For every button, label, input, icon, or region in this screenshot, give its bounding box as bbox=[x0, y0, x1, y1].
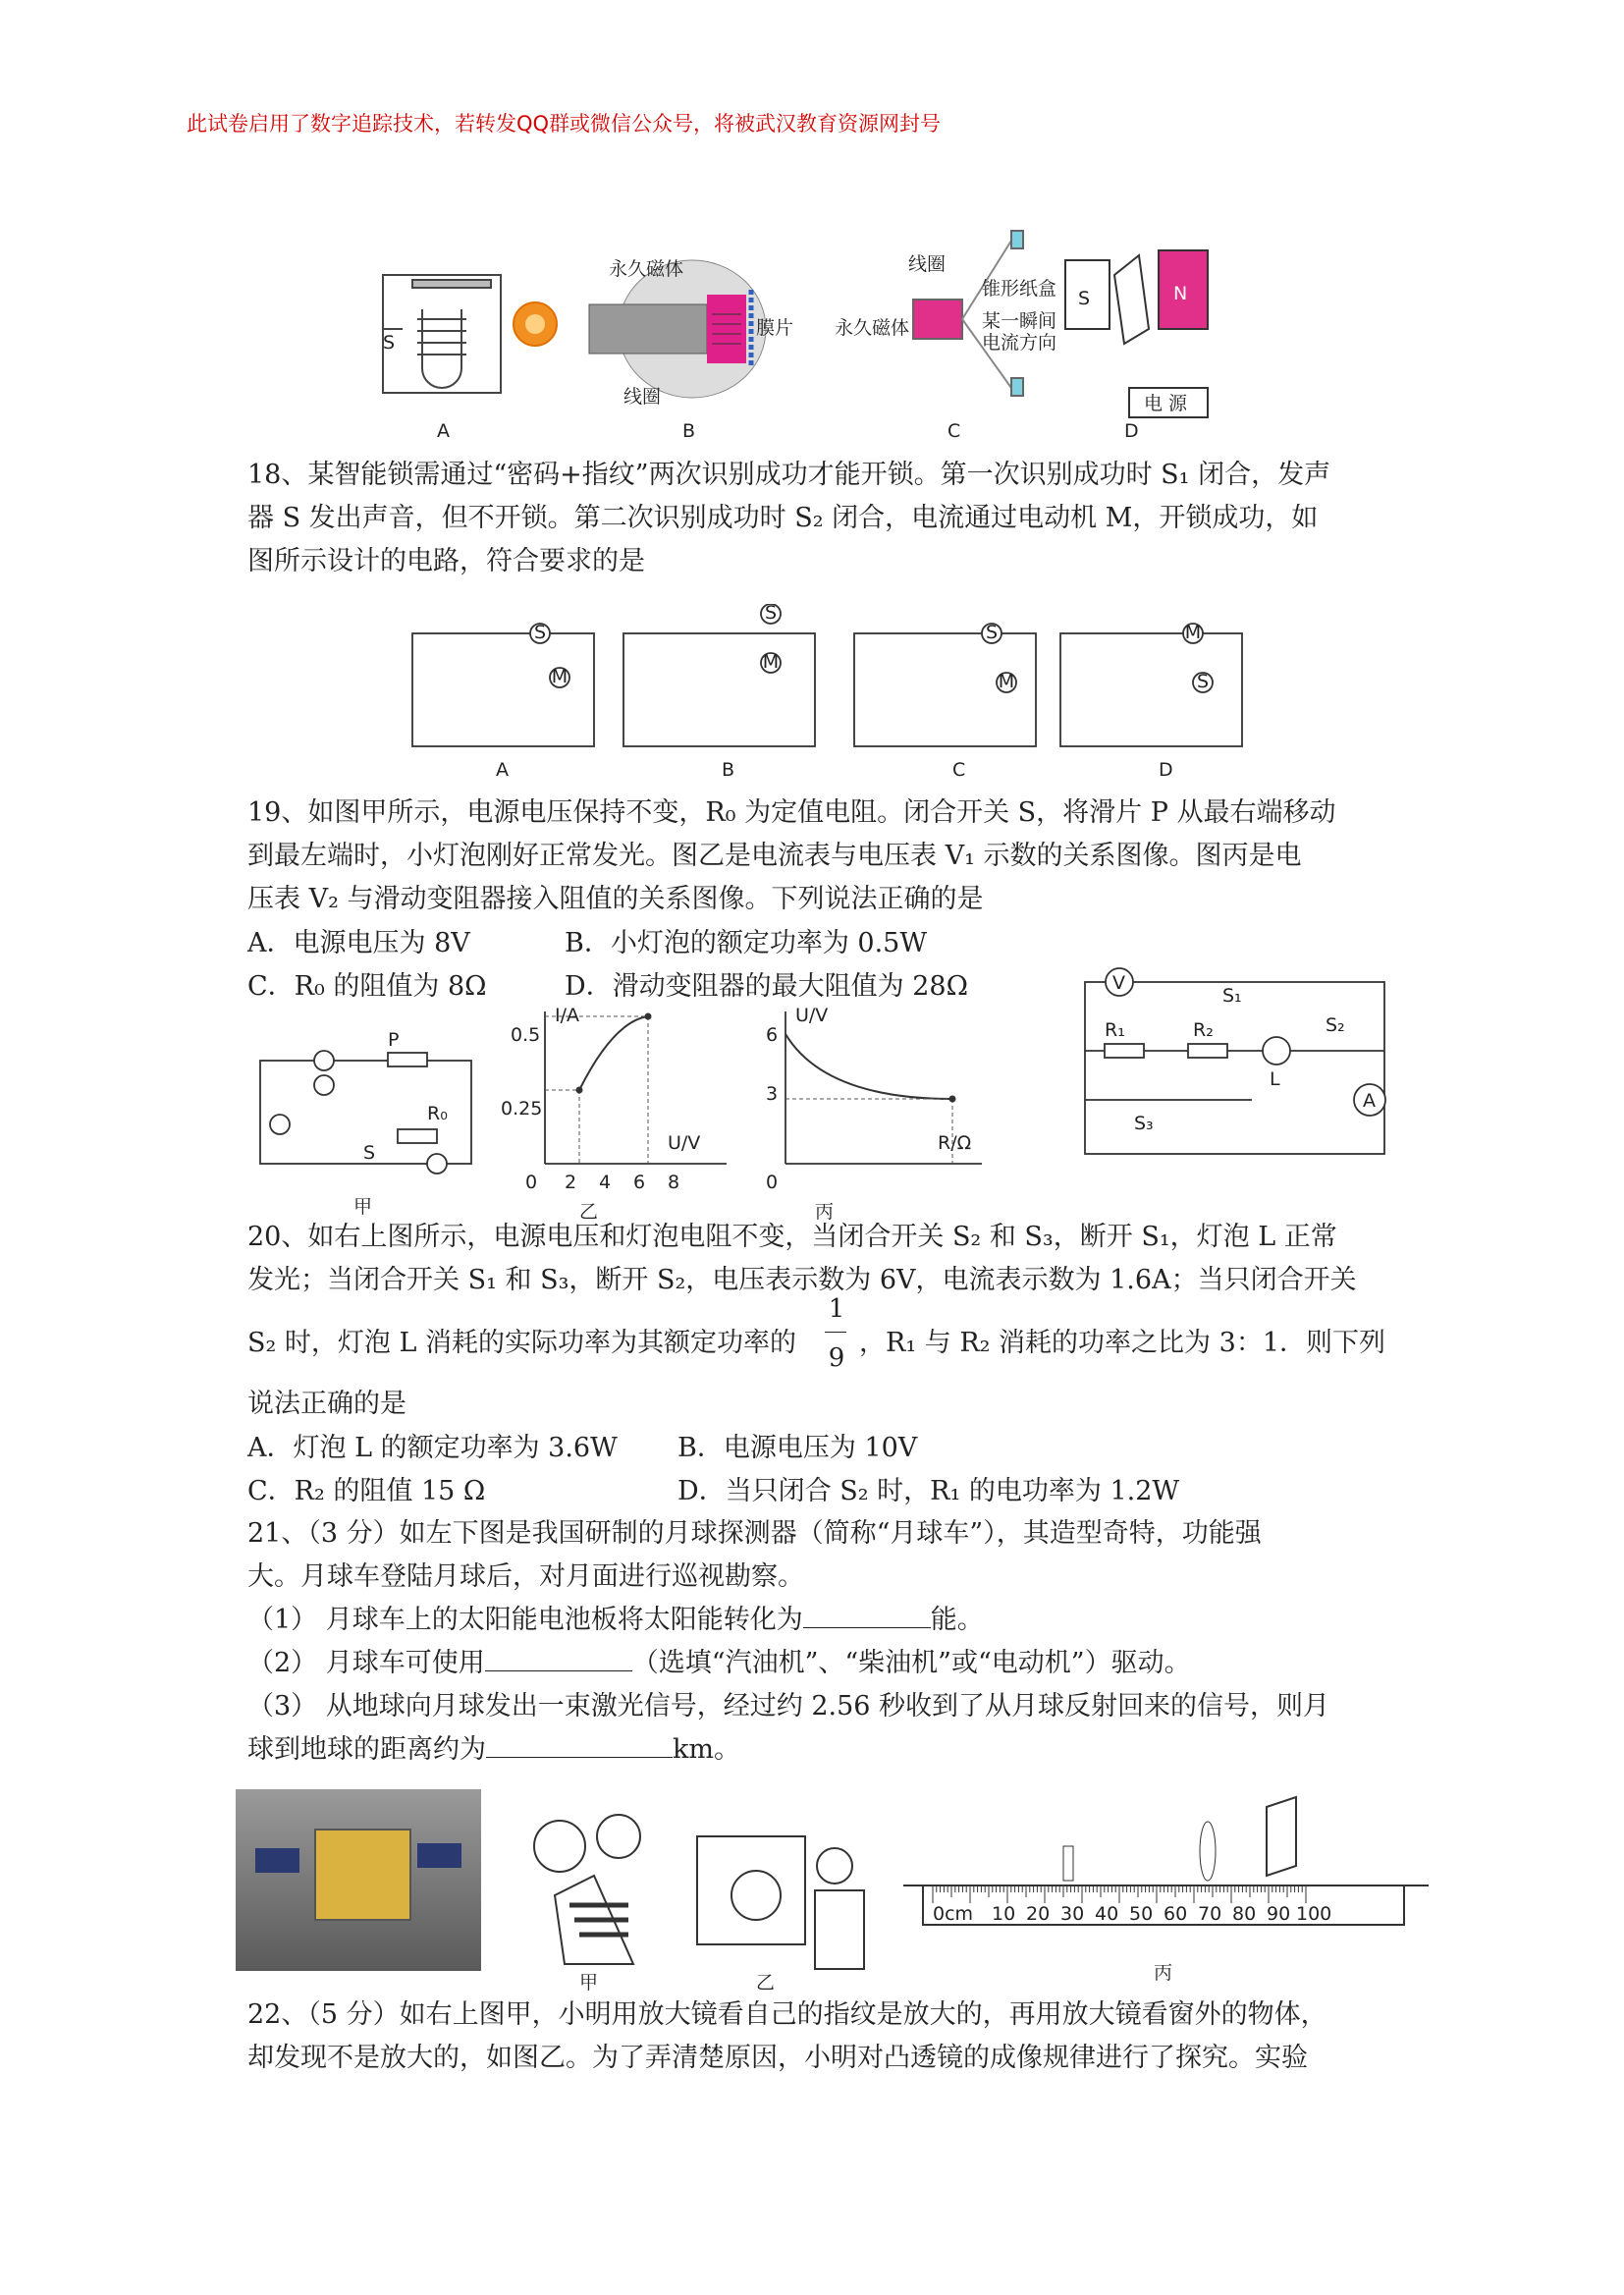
q19-caption-yi: 乙 bbox=[579, 1201, 599, 1223]
q18-line1: 18、某智能锁需通过“密码+指纹”两次识别成功才能开锁。第一次识别成功时 S₁ 闭合，发声 bbox=[247, 460, 1331, 490]
yi-xtick-6: 6 bbox=[633, 1172, 646, 1193]
q22-line2: 却发现不是放大的，如图乙。为了弄清楚原因，小明对凸透镜的成像规律进行了探究。实验 bbox=[247, 2043, 1308, 2073]
yi-point-1 bbox=[645, 1013, 652, 1020]
svg-text:0cm: 0cm bbox=[933, 1903, 974, 1925]
svg-text:S₃: S₃ bbox=[1134, 1113, 1154, 1134]
bing-origin: 0 bbox=[766, 1172, 779, 1193]
yi-origin: 0 bbox=[525, 1172, 538, 1193]
yi-ytick-05: 0.5 bbox=[511, 1024, 541, 1046]
q21-sub1: （1） 月球车上的太阳能电池板将太阳能转化为 能。 bbox=[247, 1605, 984, 1635]
svg-text:R₂: R₂ bbox=[1193, 1019, 1214, 1041]
svg-text:100: 100 bbox=[1296, 1903, 1332, 1925]
q20-frac-bar bbox=[825, 1332, 846, 1333]
svg-text:20: 20 bbox=[1026, 1903, 1051, 1925]
q20-option-a: A．灯泡 L 的额定功率为 3.6W bbox=[247, 1433, 618, 1463]
q19-option-a: A．电源电压为 8V bbox=[247, 928, 470, 958]
svg-text:30: 30 bbox=[1060, 1903, 1085, 1925]
fig17-a-s-label: S bbox=[383, 332, 396, 354]
fig17-d-n-pole: N bbox=[1173, 283, 1188, 304]
yi-point-0 bbox=[576, 1087, 583, 1094]
fig22-yi-window bbox=[677, 1797, 874, 1994]
yi-xtick-4: 4 bbox=[599, 1172, 612, 1193]
svg-text:R₁: R₁ bbox=[1105, 1019, 1125, 1041]
q19-caption-jia: 甲 bbox=[353, 1196, 373, 1218]
fig17-d-power-label: 电 源 bbox=[1144, 393, 1188, 414]
q18-circuits bbox=[403, 604, 1247, 781]
fig22-jia-magnifier bbox=[511, 1797, 668, 1994]
q21-blank-2[interactable] bbox=[485, 1670, 632, 1671]
bing-curve bbox=[785, 1034, 952, 1099]
q21-line2: 大。月球车登陆月球后，对月面进行巡视勘察。 bbox=[247, 1561, 804, 1592]
q19-option-b: B．小灯泡的额定功率为 0.5W bbox=[565, 928, 928, 958]
svg-text:80: 80 bbox=[1232, 1903, 1257, 1925]
fig17-b-membrane-label: 膜片 bbox=[756, 317, 794, 339]
svg-text:L: L bbox=[1270, 1068, 1280, 1090]
yi-curve bbox=[579, 1016, 648, 1090]
svg-text:M: M bbox=[998, 671, 1015, 692]
svg-text:S: S bbox=[764, 604, 778, 624]
svg-text:M: M bbox=[1184, 622, 1202, 643]
bing-xlabel: R/Ω bbox=[938, 1132, 972, 1154]
q20-frac-num: 1 bbox=[828, 1294, 845, 1324]
svg-text:M: M bbox=[551, 666, 568, 687]
fig17-d-s-pole: S bbox=[1078, 288, 1091, 309]
fig17-caption-d: D bbox=[1124, 420, 1139, 442]
q20-line1: 20、如右上图所示，电源电压和灯泡电阻不变，当闭合开关 S₂ 和 S₃，断开 S₁，灯泡 L 正常 bbox=[247, 1222, 1337, 1252]
fig17-a-electromagnet bbox=[383, 275, 557, 393]
q19-line2: 到最左端时，小灯泡刚好正常发光。图乙是电流表与电压表 V₁ 示数的关系图像。图丙是电 bbox=[247, 841, 1302, 871]
yi-xtick-2: 2 bbox=[565, 1172, 577, 1193]
fig22-caption-bing: 丙 bbox=[1154, 1962, 1173, 1984]
fig17-b-coil-label: 线圈 bbox=[623, 386, 662, 408]
q18-line3: 图所示设计的电路，符合要求的是 bbox=[247, 546, 645, 576]
bing-ytick-6: 6 bbox=[766, 1024, 779, 1046]
q21-sub2: （2） 月球车可使用 （选填“汽油机”、“柴油机”或“电动机”）驱动。 bbox=[247, 1648, 1191, 1678]
fig17-caption-b: B bbox=[682, 420, 696, 442]
q18-caption-a: A bbox=[496, 759, 509, 781]
svg-text:S: S bbox=[363, 1142, 376, 1164]
q20-line3b: ，R₁ 与 R₂ 消耗的功率之比为 3：1．则下列 bbox=[859, 1328, 1385, 1358]
q19-option-d: D．滑动变阻器的最大阻值为 28Ω bbox=[565, 971, 968, 1002]
fig17-c-cone-label: 锥形纸盒 bbox=[982, 278, 1057, 300]
q21-sub3a: （3） 从地球向月球发出一束激光信号，经过约 2.56 秒收到了从月球反射回来的信号，则月 bbox=[247, 1691, 1330, 1721]
fig22-caption-jia: 甲 bbox=[579, 1972, 599, 1994]
lunar-rover-photo bbox=[236, 1789, 481, 1971]
q18-caption-b: B bbox=[722, 759, 735, 781]
fig17-b-microphone bbox=[589, 260, 766, 398]
q20-frac-den: 9 bbox=[828, 1343, 845, 1373]
q19-option-c: C．R₀ 的阻值为 8Ω bbox=[247, 971, 487, 1002]
svg-text:10: 10 bbox=[992, 1903, 1016, 1925]
q19-line3: 压表 V₂ 与滑动变阻器接入阻值的关系图像。下列说法正确的是 bbox=[247, 884, 984, 914]
fig17-c-current2-label: 电流方向 bbox=[982, 332, 1057, 354]
q19-caption-bing: 丙 bbox=[815, 1201, 835, 1223]
bing-ylabel: U/V bbox=[795, 1005, 829, 1026]
yi-ylabel: I/A bbox=[555, 1005, 580, 1026]
fig17-c-coil-label: 线圈 bbox=[908, 253, 947, 275]
yi-xlabel: U/V bbox=[668, 1132, 701, 1154]
q20-option-b: B．电源电压为 10V bbox=[677, 1433, 918, 1463]
svg-text:S: S bbox=[985, 622, 999, 643]
svg-text:S₁: S₁ bbox=[1222, 985, 1242, 1007]
fig17-caption-a: A bbox=[437, 420, 450, 442]
q20-line4: 说法正确的是 bbox=[247, 1389, 406, 1419]
fig17-c-magnet-label: 永久磁体 bbox=[835, 317, 910, 339]
fig17-caption-c: C bbox=[947, 420, 961, 442]
q21-blank-1[interactable] bbox=[803, 1627, 931, 1628]
q19-graph-yi bbox=[496, 997, 731, 1223]
q20-line3a: S₂ 时，灯泡 L 消耗的实际功率为其额定功率的 bbox=[247, 1328, 796, 1358]
figure-17 bbox=[363, 221, 1247, 447]
svg-text:M: M bbox=[762, 651, 780, 673]
svg-text:60: 60 bbox=[1164, 1903, 1188, 1925]
svg-text:90: 90 bbox=[1267, 1903, 1291, 1925]
q20-option-d: D．当只闭合 S₂ 时，R₁ 的电功率为 1.2W bbox=[677, 1476, 1180, 1506]
q21-sub3: 球到地球的距离约为 km。 bbox=[247, 1734, 740, 1765]
q20-circuit bbox=[1075, 962, 1409, 1178]
q20-line2: 发光；当闭合开关 S₁ 和 S₃，断开 S₂，电压表示数为 6V，电流表示数为 1.6A；当只闭合开关 bbox=[247, 1265, 1357, 1295]
fig22-caption-yi: 乙 bbox=[756, 1972, 776, 1994]
svg-text:R₀: R₀ bbox=[427, 1103, 448, 1124]
svg-text:50: 50 bbox=[1129, 1903, 1154, 1925]
q21-blank-3[interactable] bbox=[486, 1757, 673, 1758]
svg-text:P: P bbox=[388, 1029, 400, 1051]
q19-circuit-jia bbox=[250, 1021, 486, 1218]
bing-point bbox=[949, 1096, 956, 1103]
yi-ytick-025: 0.25 bbox=[501, 1098, 543, 1120]
svg-text:A: A bbox=[1363, 1090, 1376, 1112]
fig17-b-magnet-label: 永久磁体 bbox=[609, 258, 684, 280]
svg-text:S: S bbox=[533, 622, 547, 643]
fig22-bing-optical-bench bbox=[893, 1787, 1443, 1994]
q19-graph-bing bbox=[746, 997, 992, 1223]
q22-line1: 22、（5 分）如右上图甲，小明用放大镜看自己的指纹是放大的，再用放大镜看窗外的物体， bbox=[247, 1999, 1327, 2030]
fig17-c-current-label: 某一瞬间 bbox=[982, 310, 1057, 332]
svg-text:70: 70 bbox=[1198, 1903, 1222, 1925]
svg-text:40: 40 bbox=[1095, 1903, 1119, 1925]
svg-text:V: V bbox=[1112, 972, 1125, 994]
notice-banner: 此试卷启用了数字追踪技术，若转发QQ群或微信公众号，将被武汉教育资源网封号 bbox=[187, 112, 942, 136]
q21-line1: 21、（3 分）如左下图是我国研制的月球探测器（简称“月球车”），其造型奇特，功能强 bbox=[247, 1518, 1262, 1549]
q20-option-c: C．R₂ 的阻值 15 Ω bbox=[247, 1476, 486, 1506]
svg-text:S: S bbox=[1196, 671, 1210, 692]
svg-text:S₂: S₂ bbox=[1326, 1014, 1345, 1036]
q18-line2: 器 S 发出声音，但不开锁。第二次识别成功时 S₂ 闭合，电流通过电动机 M，开锁成功，如 bbox=[247, 503, 1319, 533]
q18-caption-c: C bbox=[952, 759, 966, 781]
bing-ytick-3: 3 bbox=[766, 1083, 779, 1105]
q18-caption-d: D bbox=[1159, 759, 1173, 781]
q19-line1: 19、如图甲所示，电源电压保持不变，R₀ 为定值电阻。闭合开关 S，将滑片 P 从最右端移动 bbox=[247, 797, 1336, 828]
yi-xtick-8: 8 bbox=[668, 1172, 680, 1193]
